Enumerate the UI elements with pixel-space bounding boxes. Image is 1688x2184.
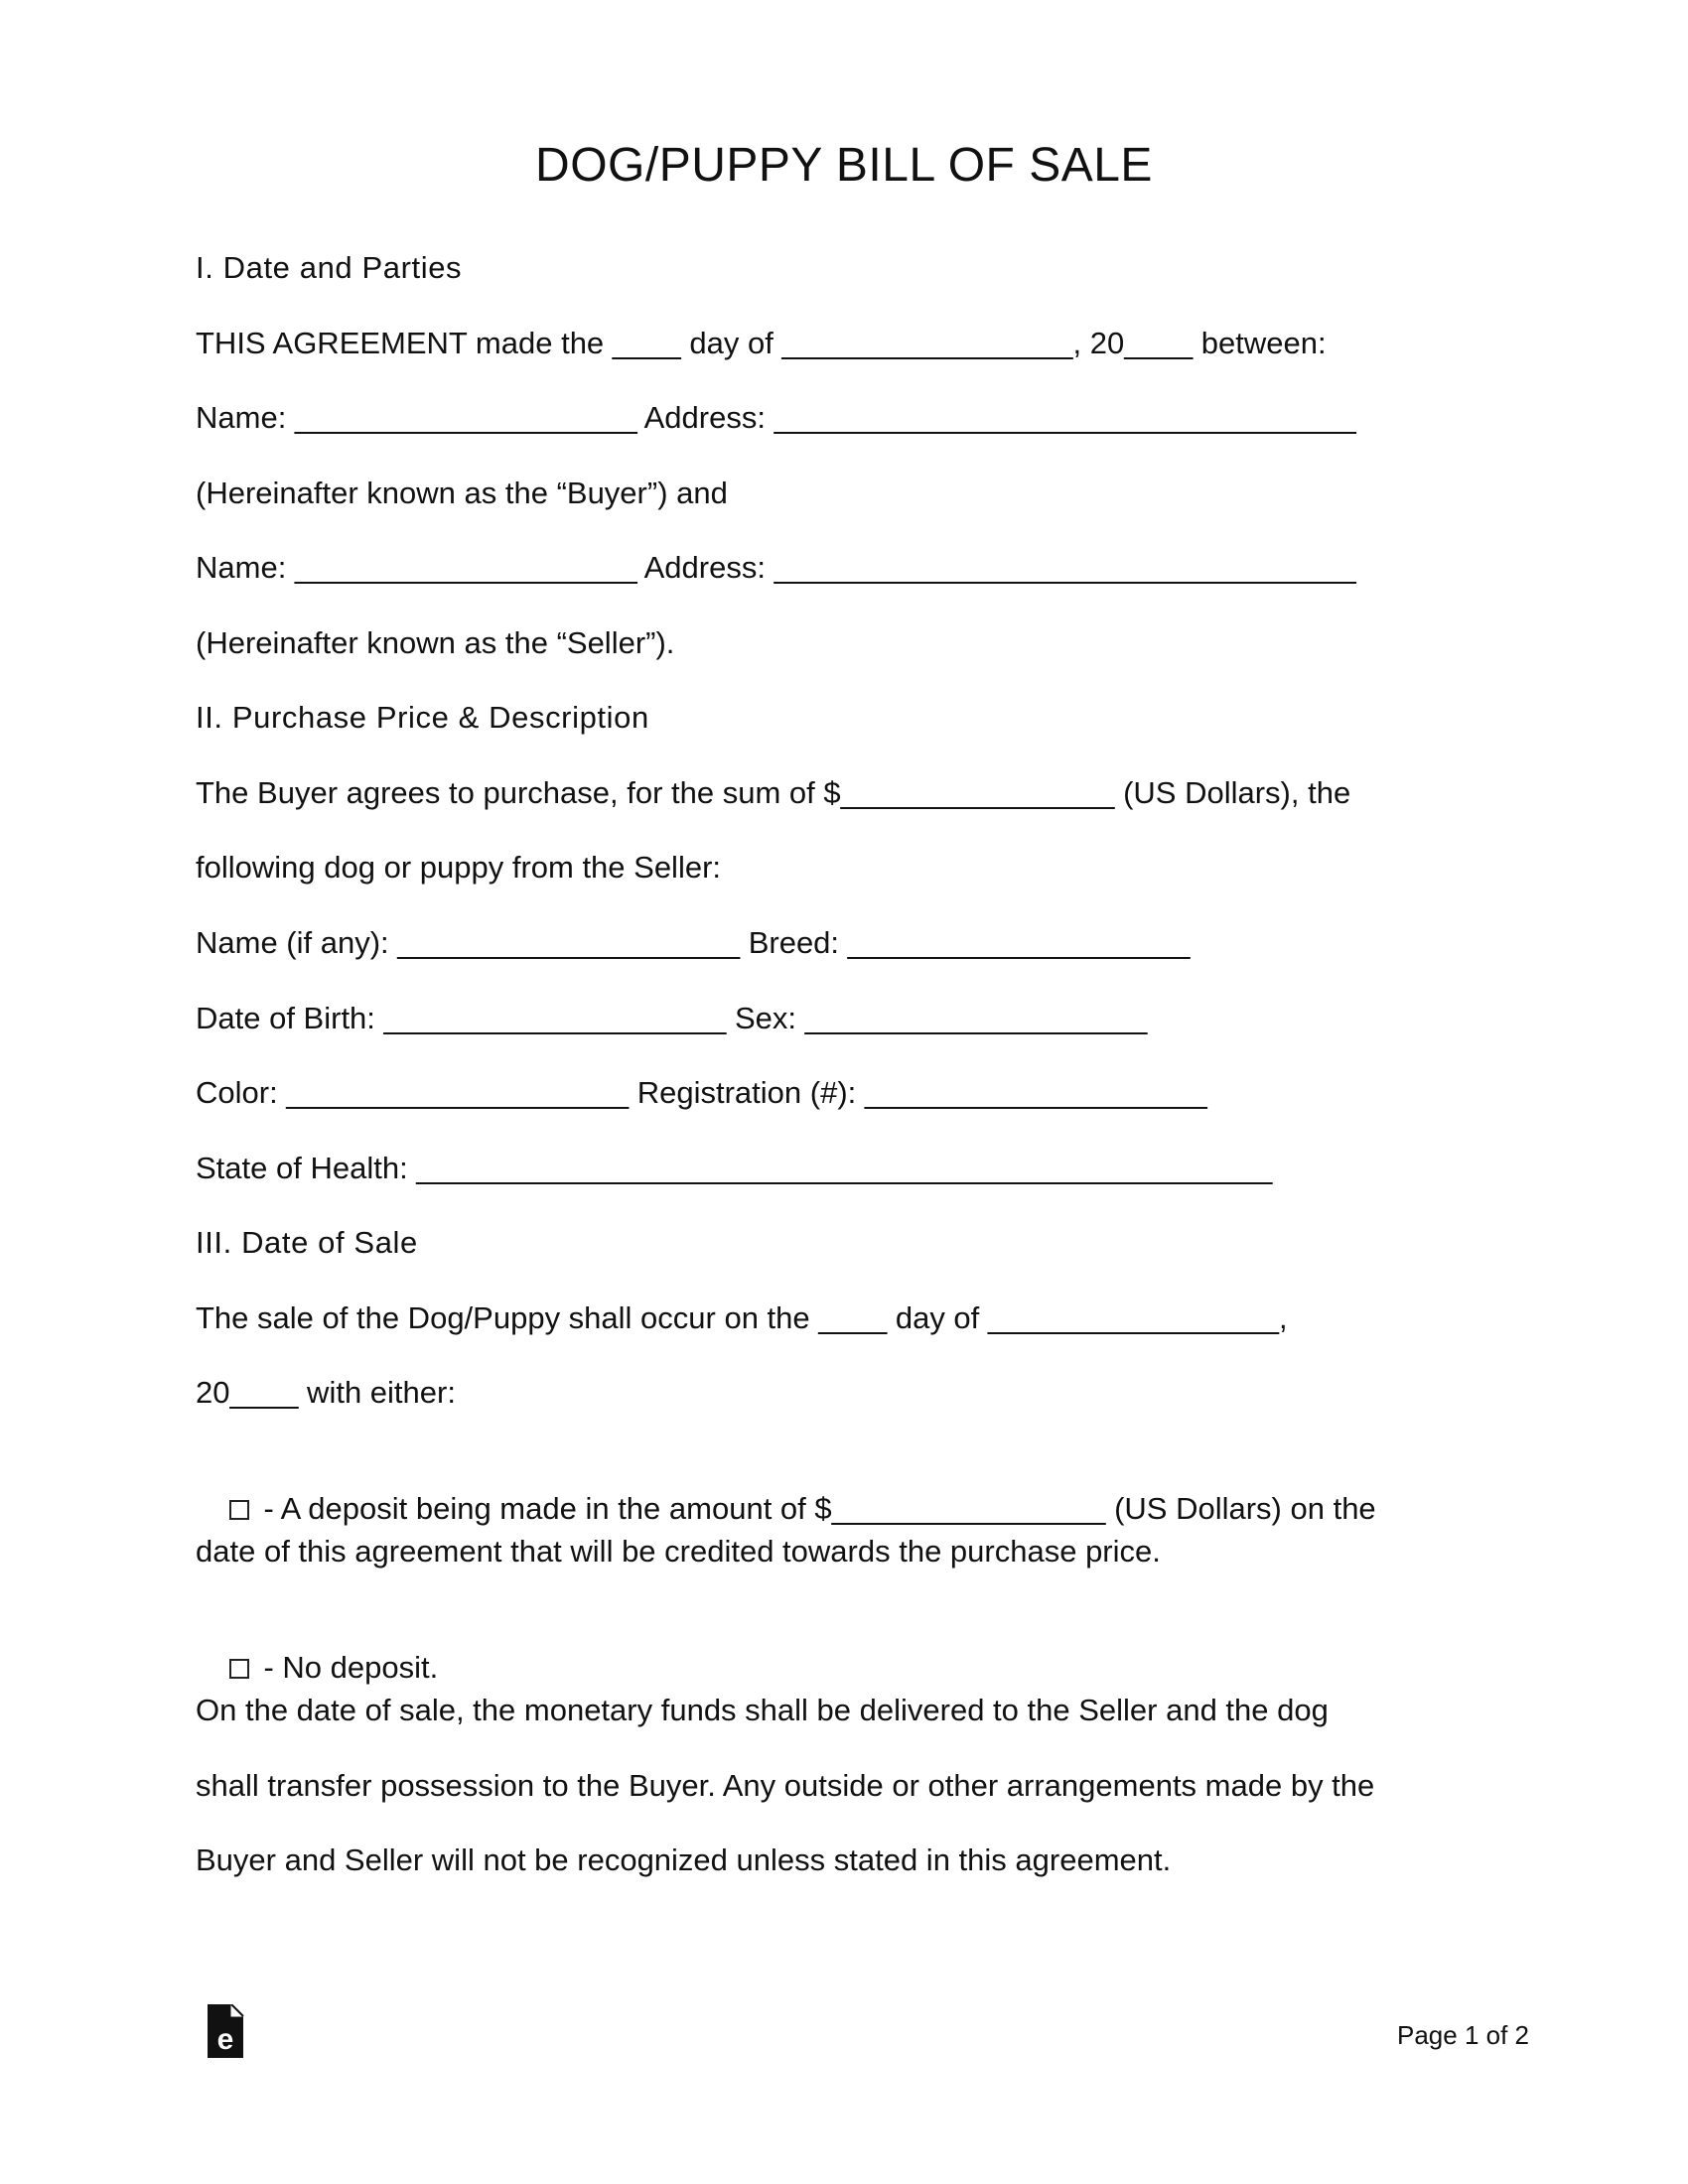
page-number: Page 1 of 2 — [1397, 2020, 1529, 2050]
agreement-date-line: THIS AGREEMENT made the ____ day of _________________, 20____ between: — [196, 326, 1327, 360]
dog-birth-sex-line: Date of Birth: ____________________ Sex: ____________________ — [196, 1001, 1148, 1035]
closing-paragraph-line-1: On the date of sale, the monetary funds shall be delivered to the Seller and the dog — [196, 1693, 1329, 1727]
buyer-name-address-line: Name: ____________________ Address: __________________________________ — [196, 400, 1356, 435]
section-heading-date-of-sale: III. Date of Sale — [196, 1225, 418, 1260]
closing-paragraph-line-2: shall transfer possession to the Buyer. Any outside or other arrangements made by the — [196, 1768, 1375, 1803]
closing-paragraph-line-3: Buyer and Seller will not be recognized unless stated in this agreement. — [196, 1843, 1172, 1877]
section-heading-date-and-parties: I. Date and Parties — [196, 250, 463, 285]
purchase-sum-line-continued: following dog or puppy from the Seller: — [196, 850, 722, 885]
buyer-designation: (Hereinafter known as the “Buyer”) and — [196, 476, 728, 510]
eforms-logo-icon — [206, 2004, 245, 2060]
dog-name-breed-line: Name (if any): ____________________ Breed: ____________________ — [196, 925, 1191, 960]
purchase-sum-line: The Buyer agrees to purchase, for the sum of $________________ (US Dollars), the — [196, 775, 1351, 810]
no-deposit-checkbox[interactable] — [229, 1659, 249, 1679]
no-deposit-option-label: - No deposit. — [263, 1650, 439, 1685]
section-heading-purchase-price: II. Purchase Price & Description — [196, 700, 649, 735]
dog-health-line: State of Health: __________________________________________________ — [196, 1151, 1273, 1185]
sale-date-line: The sale of the Dog/Puppy shall occur on the ____ day of _________________, — [196, 1300, 1288, 1335]
svg-text:e: e — [216, 2023, 234, 2056]
deposit-option-continued: date of this agreement that will be credited towards the purchase price. — [196, 1534, 1161, 1569]
deposit-option-label: - A deposit being made in the amount of $________________ (US Dollars) on the — [263, 1491, 1376, 1526]
deposit-checkbox[interactable] — [229, 1500, 249, 1520]
seller-name-address-line: Name: ____________________ Address: __________________________________ — [196, 550, 1356, 585]
seller-designation: (Hereinafter known as the “Seller”). — [196, 625, 675, 660]
sale-date-line-continued: 20____ with either: — [196, 1375, 456, 1410]
document-title: DOG/PUPPY BILL OF SALE — [535, 139, 1153, 192]
dog-color-registration-line: Color: ____________________ Registration (#): ____________________ — [196, 1075, 1207, 1110]
